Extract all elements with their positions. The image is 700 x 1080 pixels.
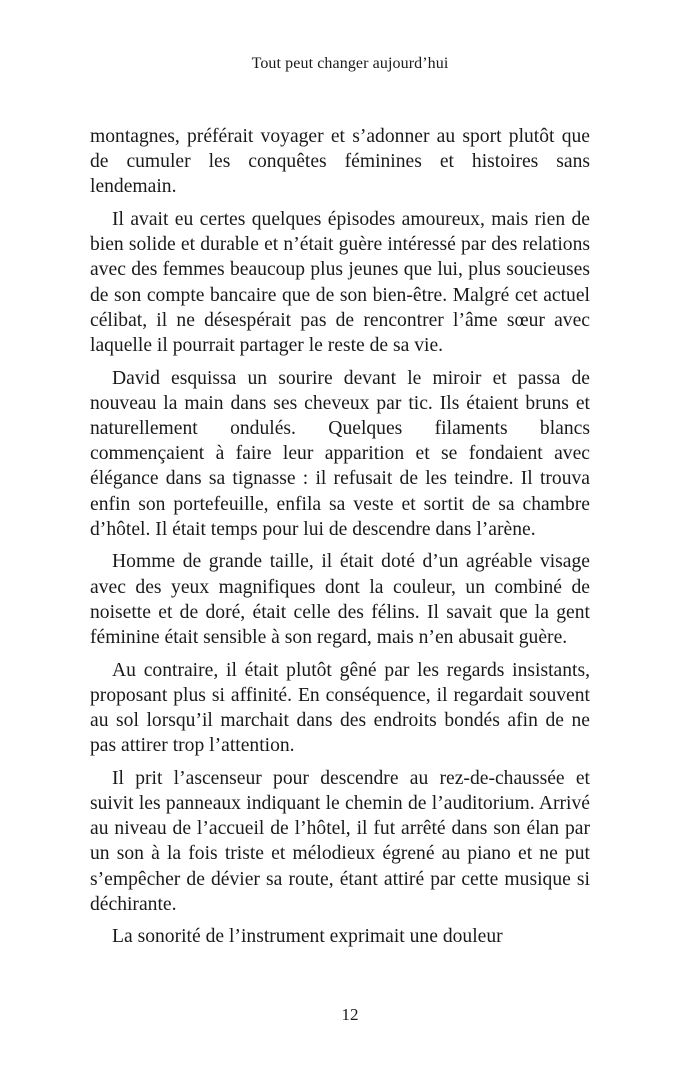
running-header: Tout peut changer aujourd’hui bbox=[251, 55, 449, 72]
page-number: 12 bbox=[341, 1005, 359, 1024]
paragraph: Il prit l’ascenseur pour descendre au rez-de-chaussée et suivit les panneaux indiquant le chemin de l’auditorium. Arrivé au niveau de l’accueil de l’hôtel, il fut arrêté dans son élan par un son à la fois triste et mélodieux égrené au piano et ne put s’empêcher de dévier sa route, étant attiré par cette musique si déchirante. bbox=[90, 767, 590, 915]
paragraph: Homme de grande taille, il était doté d’un agréable visage avec des yeux magnifiques dont la couleur, un combiné de noisette et de doré, était celle des félins. Il savait que la gent féminine était sensible à son regard, mais n’en abusait guère. bbox=[90, 551, 590, 649]
paragraph: La sonorité de l’instrument exprimait une douleur bbox=[112, 926, 503, 948]
paragraph: Il avait eu certes quelques épisodes amoureux, mais rien de bien solide et durable et n’était guère intéressé par des relations avec des femmes beaucoup plus jeunes que lui, plus soucieuses de son compte bancaire que de son bien-être. Malgré cet actuel célibat, il ne désespérait pas de rencontrer l’âme sœur avec laquelle il pourrait partager le reste de sa vie. bbox=[90, 209, 590, 357]
body-text bbox=[90, 124, 590, 950]
paragraph: montagnes, préférait voyager et s’adonner au sport plutôt que de cumuler les conquêtes féminines et histoires sans lendemain. bbox=[90, 126, 590, 198]
paragraph: Au contraire, il était plutôt gêné par les regards insistants, proposant plus si affinité. En conséquence, il regardait souvent au sol lorsqu’il marchait dans des endroits bondés afin de ne pas attirer trop l’attention. bbox=[90, 659, 590, 757]
paragraph: David esquissa un sourire devant le miroir et passa de nouveau la main dans ses cheveux par tic. Ils étaient bruns et naturellement ondulés. Quelques filaments blancs commençaient à faire leur apparition et se fondaient avec élégance dans sa tignasse : il refusait de les teindre. Il trouva enfin son portefeuille, enfila sa veste et sortit de sa chambre d’hôtel. Il était temps pour lui de descendre dans l’arène. bbox=[90, 367, 590, 540]
